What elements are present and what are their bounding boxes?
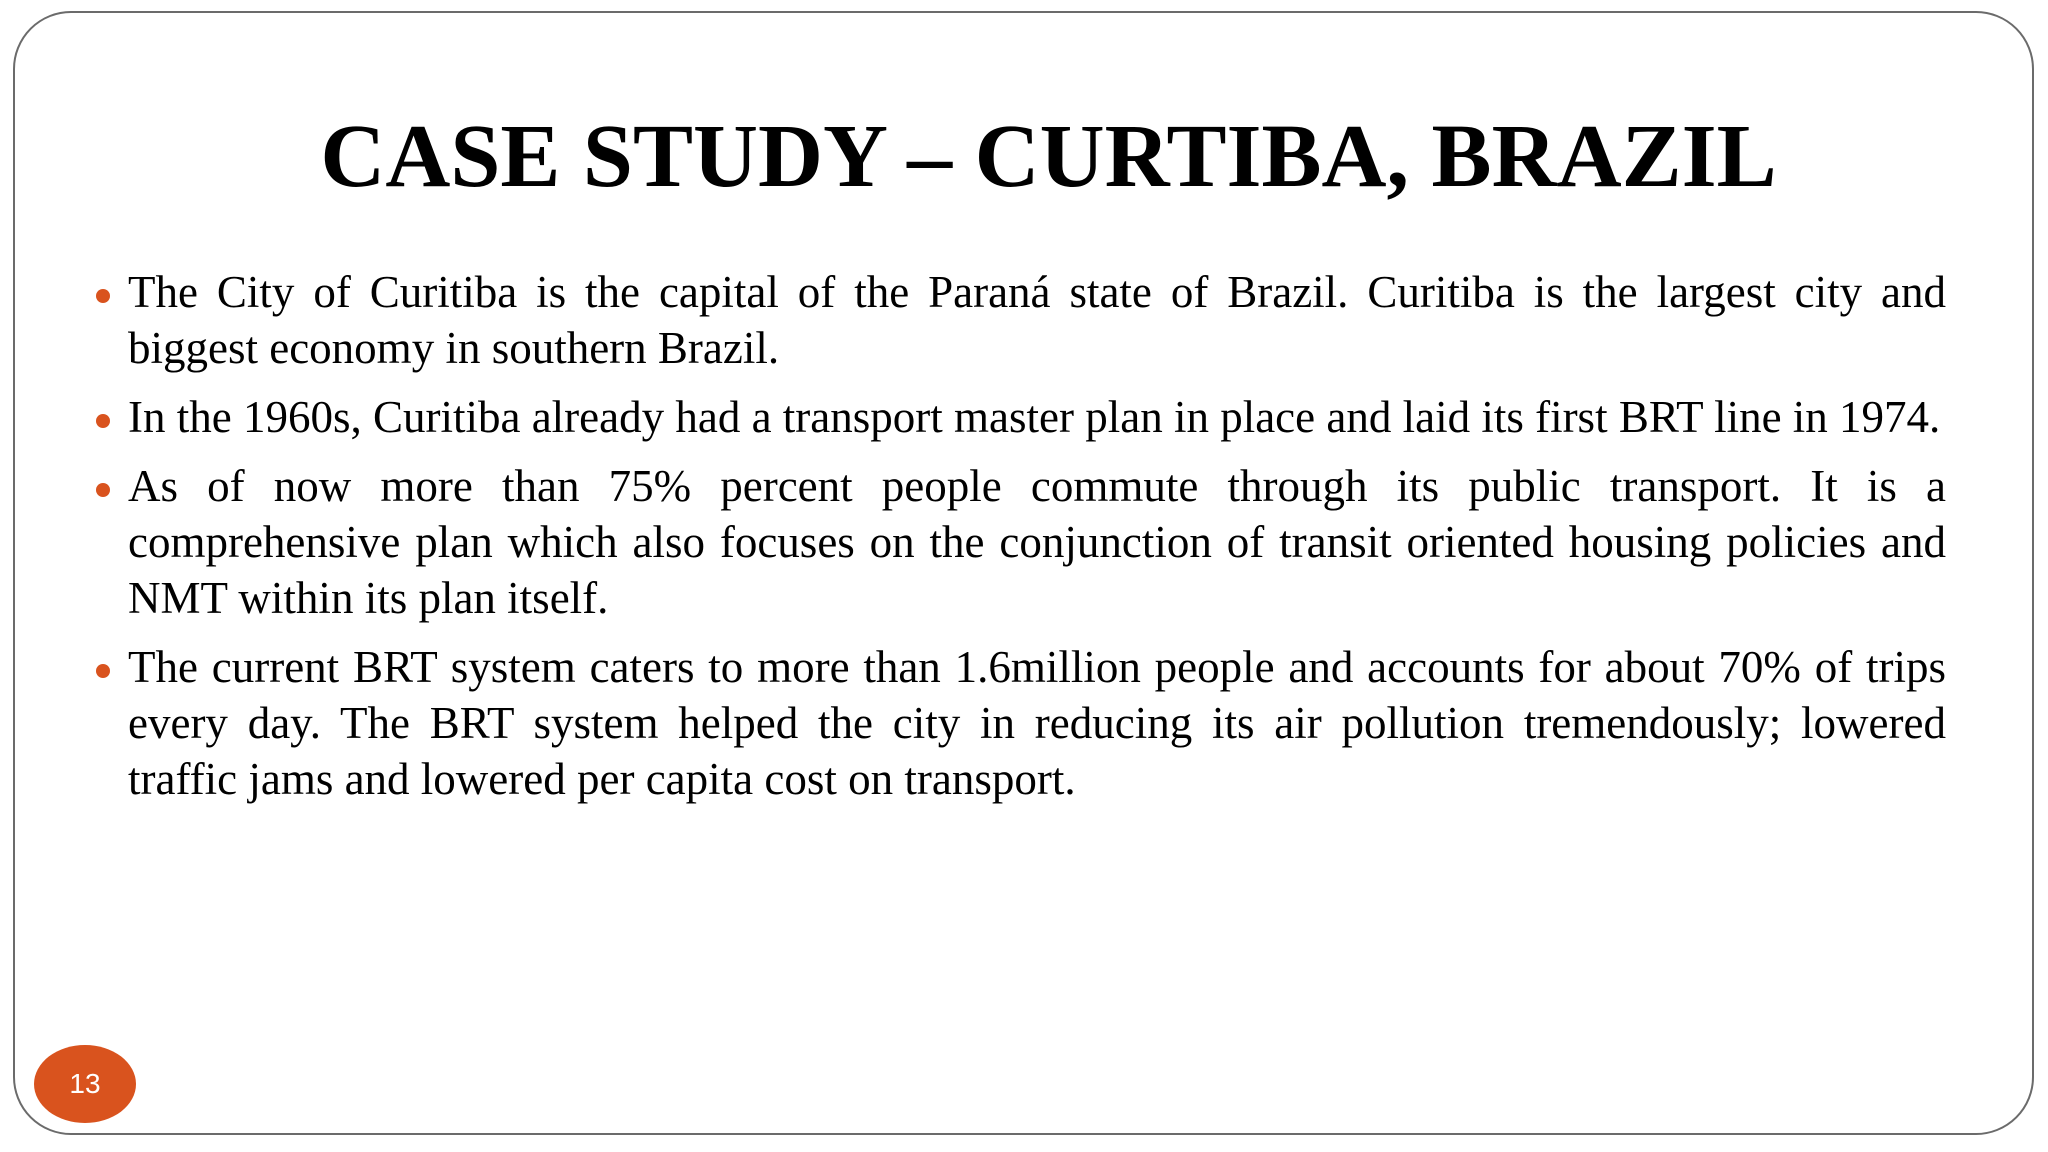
- bullet-item: [128, 639, 1946, 807]
- bullet-text: The current BRT system caters to more than 1.6million people and accounts for about 70% of trips every day. The BRT system helped the city in reducing its air pollution tremendously; lowered traffic jams and lowered per capita cost on transport.: [128, 642, 1946, 804]
- bullet-list: [128, 264, 1946, 820]
- slide-title: CASE STUDY – CURTIBA, BRAZIL: [320, 107, 1777, 206]
- bullet-item: [128, 264, 1946, 376]
- page-number-badge: 13: [34, 1045, 136, 1123]
- bullet-dot-icon: [96, 664, 110, 678]
- bullet-item: [128, 458, 1946, 626]
- bullet-dot-icon: [96, 483, 110, 497]
- bullet-text: As of now more than 75% percent people commute through its public transport. It is a comprehensive plan which also focuses on the conjunction of transit oriented housing policies and NMT within its plan itself.: [128, 461, 1946, 623]
- slide: [13, 11, 2034, 1135]
- bullet-dot-icon: [96, 289, 110, 303]
- bullet-text: The City of Curitiba is the capital of the Paraná state of Brazil. Curitiba is the largest city and biggest economy in southern Brazil.: [128, 267, 1946, 373]
- bullet-item: [128, 389, 1946, 445]
- bullet-dot-icon: [96, 414, 110, 428]
- bullet-text: In the 1960s, Curitiba already had a transport master plan in place and laid its first BRT line in 1974.: [128, 392, 1941, 442]
